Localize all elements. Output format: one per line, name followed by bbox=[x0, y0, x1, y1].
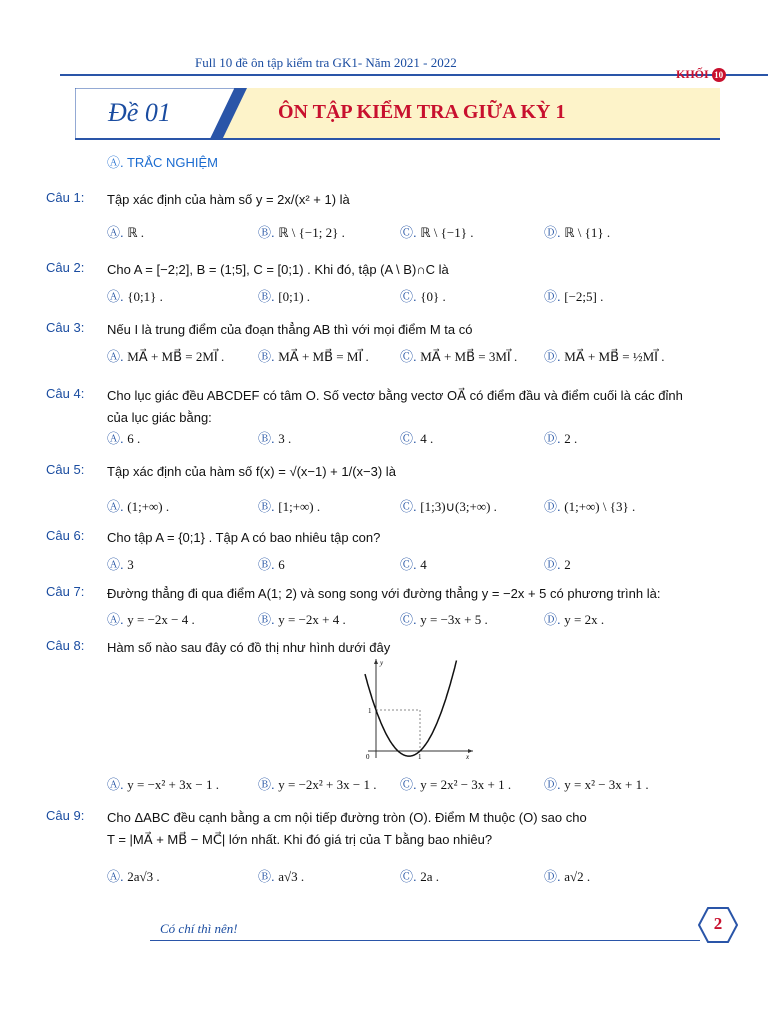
option-value: MA⃗ + MB⃗ = ½MI⃗ . bbox=[564, 349, 665, 364]
answer-option[interactable] bbox=[400, 222, 473, 241]
y-axis-label: y bbox=[380, 659, 384, 667]
option-label: Ⓑ. bbox=[258, 869, 275, 884]
option-label: Ⓐ. bbox=[107, 612, 124, 627]
option-value: ℝ \ {1} . bbox=[564, 225, 611, 240]
y-tick-label: 1 bbox=[368, 707, 372, 715]
option-label: Ⓓ. bbox=[544, 431, 561, 446]
answer-option[interactable] bbox=[400, 496, 497, 515]
answer-option[interactable] bbox=[400, 774, 511, 793]
option-value: ℝ \ {−1; 2} . bbox=[278, 225, 345, 240]
option-value: 3 . bbox=[278, 431, 292, 446]
x-tick-label: 1 bbox=[418, 753, 422, 760]
option-value: y = 2x² − 3x + 1 . bbox=[420, 777, 512, 792]
option-value: 2a . bbox=[420, 869, 440, 884]
answer-option[interactable] bbox=[400, 428, 433, 447]
answer-option[interactable] bbox=[258, 866, 304, 885]
footer-motto: Có chí thì nên! bbox=[160, 921, 238, 936]
option-label: Ⓓ. bbox=[544, 499, 561, 514]
question-text: Cho A = [−2;2], B = (1;5], C = [0;1) . Khi đó, tập (A \ B)∩C là bbox=[107, 262, 449, 277]
option-value: y = 2x . bbox=[564, 612, 605, 627]
option-value: y = −x² + 3x − 1 . bbox=[127, 777, 219, 792]
option-value: [1;+∞) . bbox=[278, 499, 321, 514]
answer-option[interactable] bbox=[107, 286, 163, 305]
option-label: Ⓑ. bbox=[258, 612, 275, 627]
answer-option[interactable] bbox=[258, 609, 346, 628]
answer-option[interactable] bbox=[107, 609, 195, 628]
option-value: 3 bbox=[127, 557, 134, 572]
option-label: Ⓓ. bbox=[544, 612, 561, 627]
question-number: Câu 7: bbox=[46, 584, 85, 599]
question-text: Tập xác định của hàm số y = 2x/(x² + 1) là bbox=[107, 192, 350, 207]
answer-option[interactable] bbox=[258, 286, 310, 305]
option-label: Ⓐ. bbox=[107, 869, 124, 884]
question-number: Câu 8: bbox=[46, 638, 85, 653]
option-value: ℝ . bbox=[127, 225, 145, 240]
option-label: Ⓐ. bbox=[107, 777, 124, 792]
answer-option[interactable] bbox=[400, 554, 427, 573]
answer-option[interactable] bbox=[107, 496, 169, 515]
answer-option[interactable] bbox=[544, 346, 665, 365]
option-label: Ⓑ. bbox=[258, 225, 275, 240]
answer-option[interactable] bbox=[400, 286, 446, 305]
answer-option[interactable] bbox=[258, 496, 320, 515]
header-title: Full 10 đề ôn tập kiểm tra GK1- Năm 2021 - 2022 bbox=[195, 55, 457, 70]
option-label: Ⓑ. bbox=[258, 557, 275, 572]
option-label: Ⓒ. bbox=[400, 499, 417, 514]
origin-label: 0 bbox=[366, 753, 370, 760]
grade-number: 10 bbox=[712, 68, 726, 82]
option-label: Ⓑ. bbox=[258, 777, 275, 792]
option-value: (1;+∞) \ {3} . bbox=[564, 499, 636, 514]
question-text: Hàm số nào sau đây có đồ thị như hình dưới đây bbox=[107, 640, 391, 655]
option-value: y = x² − 3x + 1 . bbox=[564, 777, 649, 792]
option-value: {0} . bbox=[420, 289, 446, 304]
question-number: Câu 6: bbox=[46, 528, 85, 543]
option-label: Ⓒ. bbox=[400, 557, 417, 572]
answer-option[interactable] bbox=[544, 496, 635, 515]
grade-label: KHỐI bbox=[676, 67, 709, 81]
parabola-graph bbox=[348, 655, 478, 760]
question-text: Tập xác định của hàm số f(x) = √(x−1) + 1/(x−3) là bbox=[107, 464, 396, 479]
footer-divider bbox=[150, 940, 700, 941]
question-text: Cho ΔABC đều cạnh bằng a cm nội tiếp đường tròn (O). Điểm M thuộc (O) sao cho bbox=[107, 810, 587, 825]
option-label: Ⓒ. bbox=[400, 349, 417, 364]
exam-number: Đề 01 bbox=[108, 98, 171, 127]
option-label: Ⓓ. bbox=[544, 349, 561, 364]
option-value: y = −3x + 5 . bbox=[420, 612, 488, 627]
option-label: Ⓒ. bbox=[400, 869, 417, 884]
question-text-continued: T = |MA⃗ + MB⃗ − MC⃗| lớn nhất. Khi đó giá trị của T bằng bao nhiêu? bbox=[107, 832, 493, 847]
answer-option[interactable] bbox=[107, 428, 140, 447]
option-value: (1;+∞) . bbox=[127, 499, 170, 514]
option-label: Ⓓ. bbox=[544, 869, 561, 884]
option-value: 2 . bbox=[564, 431, 578, 446]
option-value: MA⃗ + MB⃗ = 3MI⃗ . bbox=[420, 349, 518, 364]
option-label: Ⓑ. bbox=[258, 431, 275, 446]
option-label: Ⓑ. bbox=[258, 349, 275, 364]
answer-option[interactable] bbox=[258, 554, 285, 573]
answer-option[interactable] bbox=[544, 774, 649, 793]
page-number: 2 bbox=[713, 914, 723, 933]
option-value: MA⃗ + MB⃗ = MI⃗ . bbox=[278, 349, 369, 364]
option-label: Ⓑ. bbox=[258, 289, 275, 304]
option-label: Ⓑ. bbox=[258, 499, 275, 514]
option-value: 2 bbox=[564, 557, 571, 572]
answer-option[interactable] bbox=[107, 554, 134, 573]
answer-option[interactable] bbox=[258, 346, 369, 365]
option-value: y = −2x − 4 . bbox=[127, 612, 195, 627]
question-number: Câu 3: bbox=[46, 320, 85, 335]
option-value: [0;1) . bbox=[278, 289, 311, 304]
option-label: Ⓓ. bbox=[544, 777, 561, 792]
answer-option[interactable] bbox=[258, 774, 376, 793]
answer-option[interactable] bbox=[107, 866, 160, 885]
question-number: Câu 2: bbox=[46, 260, 85, 275]
answer-option[interactable] bbox=[107, 222, 144, 241]
option-label: Ⓒ. bbox=[400, 431, 417, 446]
option-label: Ⓐ. bbox=[107, 499, 124, 514]
option-value: 6 bbox=[278, 557, 285, 572]
option-value: y = −2x² + 3x − 1 . bbox=[278, 777, 377, 792]
option-label: Ⓓ. bbox=[544, 557, 561, 572]
option-value: y = −2x + 4 . bbox=[278, 612, 346, 627]
question-number: Câu 4: bbox=[46, 386, 85, 401]
option-value: 4 . bbox=[420, 431, 434, 446]
header-divider bbox=[60, 74, 768, 76]
question-text: Cho tập A = {0;1} . Tập A có bao nhiêu tập con? bbox=[107, 530, 381, 545]
option-label: Ⓓ. bbox=[544, 225, 561, 240]
parabola-curve bbox=[365, 661, 457, 757]
question-text-continued: của lục giác bằng: bbox=[107, 410, 212, 425]
question-number: Câu 9: bbox=[46, 808, 85, 823]
x-axis-label: x bbox=[466, 753, 470, 760]
option-value: [1;3)∪(3;+∞) . bbox=[420, 499, 497, 514]
option-value: 6 . bbox=[127, 431, 141, 446]
answer-option[interactable] bbox=[258, 428, 291, 447]
answer-option[interactable] bbox=[400, 866, 439, 885]
answer-option[interactable] bbox=[400, 609, 488, 628]
option-value: a√2 . bbox=[564, 869, 591, 884]
answer-option[interactable] bbox=[544, 428, 577, 447]
page-number-badge bbox=[698, 906, 738, 944]
option-label: Ⓒ. bbox=[400, 612, 417, 627]
option-value: ℝ \ {−1} . bbox=[420, 225, 474, 240]
exam-title: ÔN TẬP KIỂM TRA GIỮA KỲ 1 bbox=[278, 101, 566, 123]
option-label: Ⓒ. bbox=[400, 225, 417, 240]
answer-option[interactable] bbox=[544, 554, 571, 573]
question-text: Cho lục giác đều ABCDEF có tâm O. Số vectơ bằng vectơ OA⃗ có điểm đầu và điểm cuối là các đỉnh bbox=[107, 388, 683, 403]
grade-badge bbox=[676, 67, 726, 82]
option-label: Ⓐ. bbox=[107, 349, 124, 364]
question-text: Đường thẳng đi qua điểm A(1; 2) và song song với đường thẳng y = −2x + 5 có phương trình là: bbox=[107, 586, 661, 601]
answer-option[interactable] bbox=[107, 346, 224, 365]
option-value: [−2;5] . bbox=[564, 289, 604, 304]
option-value: MA⃗ + MB⃗ = 2MI⃗ . bbox=[127, 349, 225, 364]
question-number: Câu 1: bbox=[46, 190, 85, 205]
question-text: Nếu I là trung điểm của đoạn thẳng AB thì với mọi điểm M ta có bbox=[107, 322, 473, 337]
answer-option[interactable] bbox=[544, 609, 604, 628]
option-label: Ⓐ. bbox=[107, 225, 124, 240]
answer-option[interactable] bbox=[544, 222, 610, 241]
answer-option[interactable] bbox=[107, 774, 219, 793]
option-label: Ⓒ. bbox=[400, 777, 417, 792]
option-value: {0;1} . bbox=[127, 289, 163, 304]
option-label: Ⓒ. bbox=[400, 289, 417, 304]
option-value: 2a√3 . bbox=[127, 869, 160, 884]
question-number: Câu 5: bbox=[46, 462, 85, 477]
answer-option[interactable] bbox=[544, 286, 603, 305]
option-label: Ⓓ. bbox=[544, 289, 561, 304]
option-label: Ⓐ. bbox=[107, 557, 124, 572]
answer-option[interactable] bbox=[544, 866, 590, 885]
option-label: Ⓐ. bbox=[107, 431, 124, 446]
section-heading: Ⓐ. TRẮC NGHIỆM bbox=[107, 155, 218, 170]
answer-option[interactable] bbox=[258, 222, 345, 241]
option-value: a√3 . bbox=[278, 869, 305, 884]
answer-option[interactable] bbox=[400, 346, 517, 365]
option-value: 4 bbox=[420, 557, 427, 572]
option-label: Ⓐ. bbox=[107, 289, 124, 304]
